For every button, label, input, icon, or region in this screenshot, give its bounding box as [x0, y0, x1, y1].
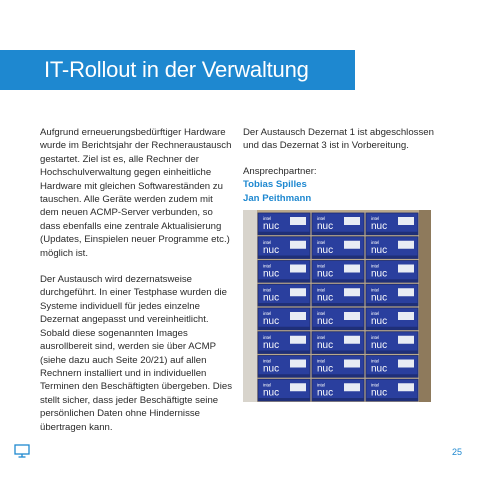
- box-sticker: [290, 241, 306, 249]
- box-product-label: nuc: [317, 316, 334, 327]
- box-sticker: [398, 288, 414, 296]
- box-sticker: [398, 336, 414, 344]
- box-brand-label: intel: [371, 382, 380, 388]
- box-brand-label: intel: [263, 287, 272, 293]
- box-product-label: nuc: [263, 221, 280, 232]
- nuc-box: [258, 356, 310, 378]
- contact-label: Ansprechpartner:: [243, 165, 317, 177]
- box-sticker: [290, 288, 306, 296]
- box-product-label: nuc: [371, 363, 388, 375]
- box-sticker: [398, 383, 414, 391]
- nuc-box: [366, 308, 418, 330]
- box-sticker: [344, 383, 360, 391]
- contact-name-1: Tobias Spilles: [243, 179, 307, 191]
- box-brand-label: intel: [263, 239, 272, 245]
- box-sticker: [398, 360, 414, 368]
- nuc-box: [366, 213, 418, 235]
- box-product-label: nuc: [263, 387, 280, 399]
- box-product-label: nuc: [317, 292, 334, 304]
- box-sticker: [290, 217, 306, 225]
- box-sticker: [290, 265, 306, 273]
- box-sticker: [290, 383, 306, 391]
- nuc-box: [366, 356, 418, 378]
- title-bar: [0, 50, 355, 90]
- nuc-box: [312, 332, 364, 354]
- box-product-label: nuc: [371, 268, 388, 280]
- box-product-label: nuc: [317, 339, 334, 351]
- box-sticker: [344, 288, 360, 296]
- box-sticker: [344, 217, 360, 225]
- box-sticker: [398, 265, 414, 273]
- nuc-box: [312, 379, 364, 401]
- box-brand-label: intel: [371, 216, 380, 221]
- box-product-label: nuc: [371, 316, 388, 327]
- contact-name-2: Jan Peithmann: [243, 192, 312, 204]
- box-sticker: [398, 217, 414, 225]
- box-product-label: nuc: [371, 244, 388, 256]
- box-sticker: [398, 312, 414, 320]
- box-product-label: nuc: [317, 363, 334, 375]
- nuc-box: [258, 379, 310, 401]
- box-brand-label: intel: [371, 287, 380, 293]
- box-brand-label: intel: [371, 239, 380, 245]
- box-product-label: nuc: [317, 244, 334, 256]
- box-product-label: nuc: [263, 363, 280, 375]
- nuc-box: [312, 356, 364, 378]
- nuc-box: [258, 308, 310, 330]
- nuc-box: [366, 379, 418, 401]
- box-product-label: nuc: [263, 292, 280, 304]
- box-sticker: [290, 360, 306, 368]
- monitor-icon: [14, 444, 30, 458]
- box-brand-label: intel: [371, 263, 380, 269]
- nuc-box: [366, 332, 418, 354]
- box-product-label: nuc: [371, 221, 388, 232]
- box-sticker: [344, 265, 360, 273]
- box-brand-label: intel: [263, 216, 272, 221]
- box-brand-label: intel: [263, 382, 272, 388]
- box-sticker: [344, 241, 360, 249]
- box-brand-label: intel: [263, 263, 272, 269]
- box-brand-label: intel: [317, 382, 326, 388]
- box-brand-label: intel: [371, 358, 380, 364]
- nuc-box: [312, 308, 364, 330]
- box-product-label: nuc: [371, 387, 388, 399]
- box-brand-label: intel: [263, 358, 272, 364]
- box-brand-label: intel: [317, 334, 326, 340]
- box-brand-label: intel: [317, 311, 326, 316]
- nuc-box: [258, 237, 310, 259]
- box-sticker: [290, 336, 306, 344]
- box-sticker: [290, 312, 306, 320]
- box-sticker: [344, 336, 360, 344]
- photo-left-wall: [243, 210, 257, 402]
- photo-right-shelf: [419, 210, 431, 402]
- box-product-label: nuc: [371, 339, 388, 351]
- nuc-box: [366, 284, 418, 306]
- box-brand-label: intel: [317, 358, 326, 364]
- nuc-box: [258, 213, 310, 235]
- box-product-label: nuc: [263, 244, 280, 256]
- nuc-box: [312, 213, 364, 235]
- box-product-label: nuc: [317, 268, 334, 280]
- box-brand-label: intel: [371, 311, 380, 316]
- nuc-box: [258, 332, 310, 354]
- box-brand-label: intel: [317, 216, 326, 221]
- box-brand-label: intel: [263, 311, 272, 316]
- box-brand-label: intel: [317, 287, 326, 293]
- box-product-label: nuc: [317, 221, 334, 232]
- box-brand-label: intel: [371, 334, 380, 340]
- nuc-box: [312, 284, 364, 306]
- nuc-box: [258, 261, 310, 283]
- box-brand-label: intel: [317, 239, 326, 245]
- nuc-box: [312, 237, 364, 259]
- right-column: [243, 126, 443, 205]
- box-product-label: nuc: [263, 339, 280, 351]
- box-sticker: [398, 241, 414, 249]
- left-column: [40, 126, 232, 447]
- box-product-label: nuc: [317, 387, 334, 399]
- page-title: IT-Rollout in der Verwaltung: [44, 57, 309, 82]
- box-sticker: [344, 360, 360, 368]
- nuc-box: [366, 261, 418, 283]
- nuc-box: [312, 261, 364, 283]
- body-paragraph-1: Aufgrund erneuerungsbedürftiger Hardware wurde im Berichtsjahr der Rechneraustausch gestartet. Ziel ist es, alle Rechner der Hochschulverwaltung gegen einheitliche Hardware mit gleichen Softwareständen zu tauschen. Alle Geräte werden zudem mit dem neuen ACMP-Server verbunden, so dass ebenfalls eine zentrale Aktualisierung (Updates, Einspielen neuer Programme etc.) möglich ist.: [40, 127, 232, 259]
- nuc-boxes-illustration: [243, 210, 431, 402]
- box-product-label: nuc: [263, 268, 280, 280]
- photo-nuc-boxes: [243, 210, 431, 402]
- box-brand-label: intel: [263, 334, 272, 340]
- box-product-label: nuc: [371, 292, 388, 304]
- nuc-box: [258, 284, 310, 306]
- box-product-label: nuc: [263, 316, 280, 327]
- box-sticker: [344, 312, 360, 320]
- page-number: 25: [451, 447, 462, 457]
- body-paragraph-2: Der Austausch wird dezernatsweise durchgeführt. In einer Testphase wurden die Systeme individuell für jedes einzelne Dezernat angepasst und vereinheitlicht. Sobald diese sogenannten Images ausrollbereit sind, werden sie über ACMP (siehe dazu auch Seite 20/21) auf allen Rechnern installiert und in individuellen Terminen den Beschäftigten übergeben. Dies stellt sicher, dass jeder Beschäftigte seine persönlichen Daten ohne Hindernisse übertragen kann.: [40, 274, 232, 433]
- nuc-box: [366, 237, 418, 259]
- contact-block: [243, 165, 443, 205]
- status-paragraph: Der Austausch Dezernat 1 ist abgeschlossen und das Dezernat 3 ist in Vorbereitung.: [243, 127, 434, 152]
- box-brand-label: intel: [317, 263, 326, 269]
